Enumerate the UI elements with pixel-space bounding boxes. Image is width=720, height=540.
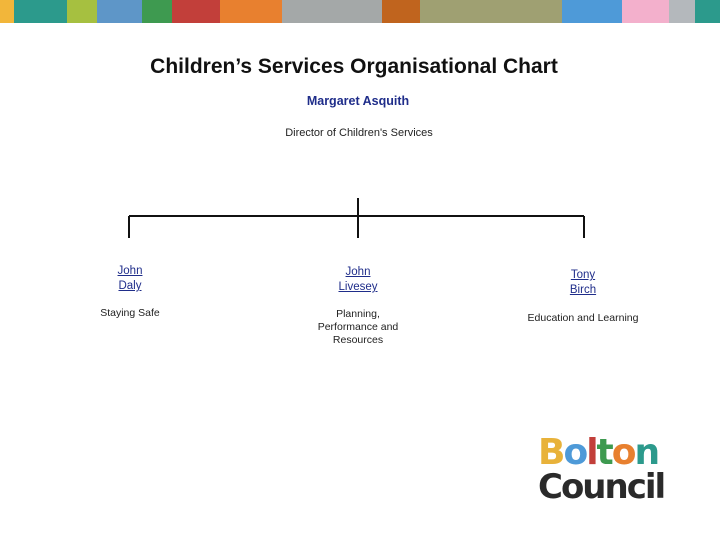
report-box-education <box>503 268 663 325</box>
bolton-council-logo <box>536 432 686 504</box>
report-role-line: Resources <box>332 334 384 346</box>
report-name-last: Daly <box>118 280 142 292</box>
report-name-last: Livesey <box>338 281 378 293</box>
svg-text:Council: Council <box>538 467 665 504</box>
report-name-first: John <box>117 265 143 277</box>
report-name-link[interactable] <box>50 264 210 294</box>
report-role: Education and Learning <box>527 312 639 324</box>
svg-text:Bolton: Bolton <box>538 432 659 473</box>
report-role-line: Performance and <box>317 321 399 333</box>
report-box-staying-safe <box>50 264 210 320</box>
report-role-line: Planning, <box>336 308 380 320</box>
director-name: Margaret Asquith <box>306 94 410 108</box>
report-role: Staying Safe <box>100 307 160 319</box>
report-role <box>278 308 438 347</box>
director-role: Director of Children's Services <box>285 127 433 139</box>
report-box-planning <box>278 265 438 347</box>
report-name-last: Birch <box>569 284 597 296</box>
chart-title: Children’s Services Organisational Chart <box>150 55 558 78</box>
report-name-link[interactable] <box>503 268 663 298</box>
report-name-first: Tony <box>570 269 596 281</box>
report-name-link[interactable] <box>278 265 438 295</box>
report-name-first: John <box>345 266 371 278</box>
